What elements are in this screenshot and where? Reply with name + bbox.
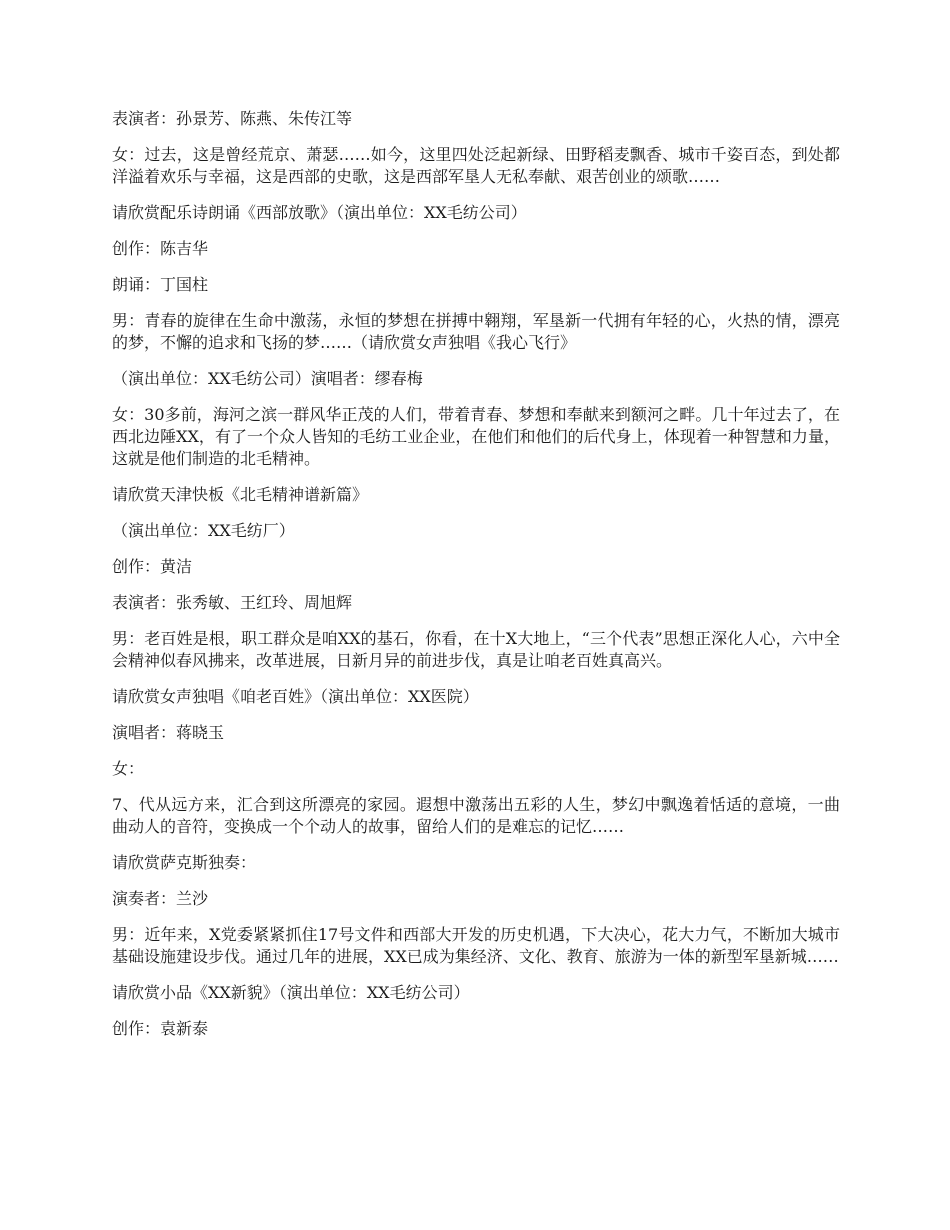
paragraph-narration-7: 7、代从远方来，汇合到这所漂亮的家园。遐想中激荡出五彩的人生，梦幻中飘逸着恬适的意境，一曲曲动人的音符，变换成一个个动人的故事，留给人们的是难忘的记忆…… xyxy=(112,795,840,836)
paragraph-female-label: 女： xyxy=(112,759,145,778)
paragraph-male-narration-3: 男：近年来，X党委紧紧抓住17号文件和西部大开发的历史机遇，下大决心，花大力气，不断加大城市基础设施建设步伐。通过几年的进展，XX已成为集经济、文化、教育、旅游为一体的新型军垦新城…… xyxy=(112,925,840,966)
paragraph-female-narration-2: 女：30多前，海河之滨一群风华正茂的人们，带着青春、梦想和奉献来到额河之畔。几十年过去了，在西北边陲XX，有了一个众人皆知的毛纺工业企业，在他们和他们的后代身上，体现着一种智慧和力量，这就是他们制造的北毛精神。 xyxy=(112,405,840,468)
paragraph-author-1: 创作：陈吉华 xyxy=(112,239,209,258)
paragraph-program-skit: 请欣赏小品《XX新貌》（演出单位：XX毛纺公司） xyxy=(112,983,470,1002)
paragraph-performers-2: 表演者：张秀敏、王红玲、周旭辉 xyxy=(112,593,353,612)
paragraph-reciter: 朗诵：丁国柱 xyxy=(112,275,209,294)
paragraph-author-2: 创作：黄洁 xyxy=(112,557,193,576)
paragraph-male-narration-1: 男：青春的旋律在生命中激荡，永恒的梦想在拼搏中翱翔，军垦新一代拥有年轻的心，火热的情，漂亮的梦，不懈的追求和飞扬的梦……（请欣赏女声独唱《我心飞行》 xyxy=(112,311,840,352)
document-page xyxy=(112,108,840,1054)
paragraph-program-sax: 请欣赏萨克斯独奏： xyxy=(112,853,257,872)
paragraph-program-kuaiban: 请欣赏天津快板《北毛精神谱新篇》 xyxy=(112,485,369,504)
paragraph-program-solo: 请欣赏女声独唱《咱老百姓》（演出单位：XX医院） xyxy=(112,687,479,706)
paragraph-unit-1: （演出单位：XX毛纺厂） xyxy=(112,521,295,540)
paragraph-program-poem: 请欣赏配乐诗朗诵《西部放歌》（演出单位：XX毛纺公司） xyxy=(112,203,527,222)
paragraph-player: 演奏者：兰沙 xyxy=(112,889,209,908)
paragraph-male-narration-2: 男：老百姓是根，职工群众是咱XX的基石，你看，在十X大地上，“三个代表”思想正深化人心，六中全会精神似春风拂来，改革进展，日新月异的前进步伐，真是让咱老百姓真高兴。 xyxy=(112,629,840,670)
paragraph-performers-1: 表演者：孙景芳、陈燕、朱传江等 xyxy=(112,109,353,128)
paragraph-singer-2: 演唱者：蒋晓玉 xyxy=(112,723,225,742)
paragraph-author-3: 创作：袁新泰 xyxy=(112,1019,209,1038)
paragraph-female-narration-1: 女：过去，这是曾经荒京、萧瑟……如今，这里四处泛起新绿、田野稻麦飘香、城市千姿百态，到处都洋溢着欢乐与幸福，这是西部的史歌，这是西部军垦人无私奉献、艰苦创业的颂歌…… xyxy=(112,145,840,186)
paragraph-singer-1: （演出单位：XX毛纺公司）演唱者：缪春梅 xyxy=(112,369,423,388)
